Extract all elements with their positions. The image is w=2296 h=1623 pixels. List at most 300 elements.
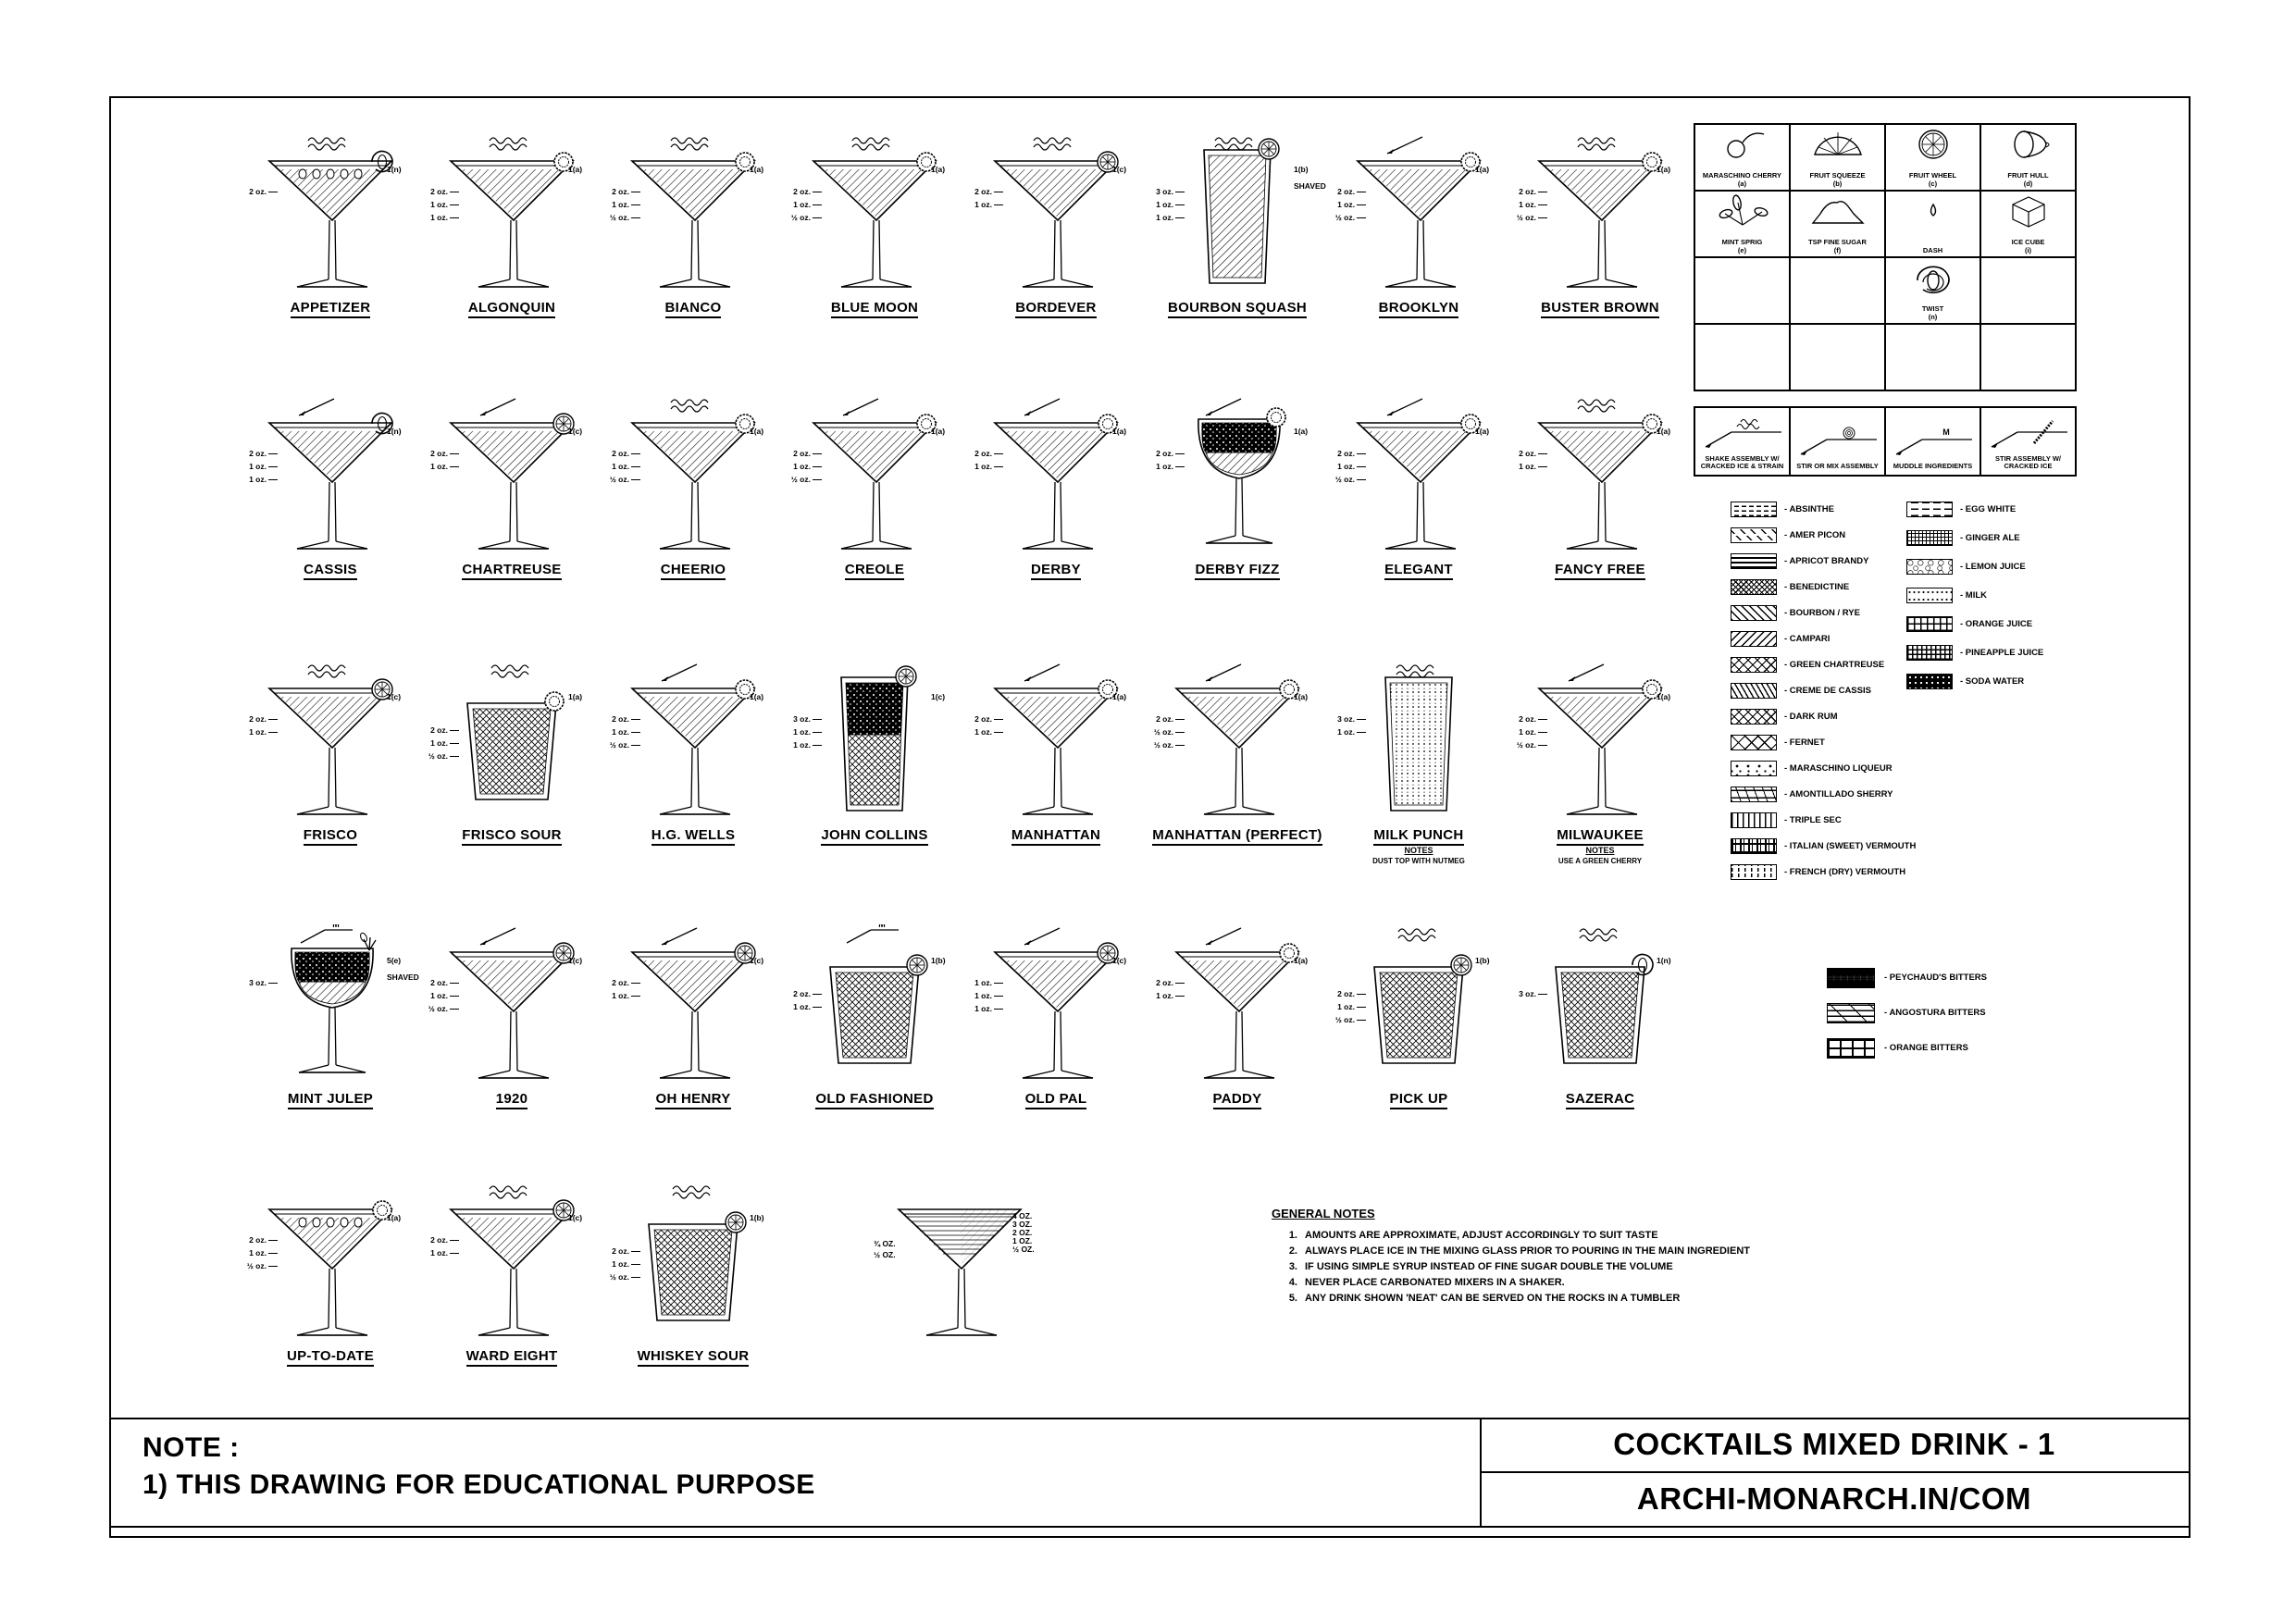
glass-drawing [256, 1182, 404, 1341]
garnish-callout: 1(a) [1294, 427, 1309, 436]
glass-figure [256, 395, 404, 559]
drink-name: MILWAUKEE [1512, 827, 1688, 843]
general-note-text: NEVER PLACE CARBONATED MIXERS IN A SHAKER. [1305, 1277, 1565, 1289]
legend-label: - GINGER ALE [1960, 533, 2020, 543]
amount-callout: 1 oz. [602, 991, 640, 1000]
assembly-shake-assembly-w-cracked-ice-strain [1694, 407, 1790, 476]
symbol-key-letter: (c) [1928, 180, 1938, 188]
glass-figure [1526, 133, 1674, 297]
cherry-icon [1695, 127, 1789, 162]
glass-drawing [1345, 924, 1493, 1084]
drink-bourbon-squash [1149, 133, 1325, 348]
legend-label: - CAMPARI [1784, 634, 1831, 644]
symbol-key-letter: (i) [2024, 246, 2032, 254]
amount-callout: 1 oz. [420, 200, 459, 209]
symbol-key-letter: (n) [1928, 313, 1938, 321]
legend-swatch [1731, 579, 1777, 595]
drink-john-collins [787, 661, 962, 875]
legend-swatch [1731, 631, 1777, 647]
glass-figure [1345, 133, 1493, 297]
glass-drawing [1163, 133, 1311, 292]
drink-frisco-sour [424, 661, 600, 875]
amount-callout: 2 oz. [964, 449, 1003, 458]
amount-callout: 2 oz. [239, 1235, 278, 1245]
glass-figure [982, 924, 1130, 1088]
amount-callout: 2 oz. [1146, 714, 1185, 724]
glass-drawing [1163, 395, 1311, 554]
amount-callout: 1 oz. [1327, 200, 1366, 209]
general-note-number: 5. [1288, 1293, 1297, 1305]
general-notes [1272, 1207, 1790, 1307]
glass-drawing [886, 1182, 1034, 1341]
drink-ward-eight [424, 1182, 600, 1396]
amount-callout: 1 oz. [1146, 991, 1185, 1000]
amount-callout: 1 oz. [964, 727, 1003, 737]
amount-callout: ½ oz. [239, 1261, 278, 1270]
symbol-empty-cell [1790, 257, 1885, 324]
drink-name: UP-TO-DATE [242, 1348, 418, 1364]
measure-label-right: 4 OZ. [1012, 1211, 1033, 1220]
amount-callout: 1 oz. [420, 991, 459, 1000]
symbol-empty-cell [1694, 324, 1790, 390]
drink-name: PICK UP [1331, 1091, 1507, 1107]
drink-name: DERBY [968, 562, 1144, 577]
symbol-label: MINT SPRIG [1721, 238, 1763, 247]
amount-callout: ½ oz. [602, 475, 640, 484]
assembly-stir-or-mix-assembly [1790, 407, 1885, 476]
drink-name: PADDY [1149, 1091, 1325, 1107]
garnish-callout: 1(a) [387, 1213, 402, 1222]
legend-swatch [1731, 553, 1777, 569]
drink-bianco [605, 133, 781, 348]
assembly-stir-assembly-w-cracked-ice [1980, 407, 2076, 476]
drink-creole [787, 395, 962, 610]
glass-figure [1345, 661, 1493, 824]
symbol-empty-cell [1694, 257, 1790, 324]
drink-name: OLD PAL [968, 1091, 1144, 1107]
legend-swatch [1731, 838, 1777, 854]
drink-whiskey-sour [605, 1182, 781, 1396]
drink-derby-fizz [1149, 395, 1325, 610]
legend-label: - PINEAPPLE JUICE [1960, 648, 2044, 658]
drink-cheerio [605, 395, 781, 610]
amount-callout: 2 oz. [420, 725, 459, 735]
drink-derby [968, 395, 1144, 610]
drink-milwaukee [1512, 661, 1688, 875]
assembly-label: MUDDLE INGREDIENTS [1893, 462, 1973, 471]
glass-drawing [1345, 661, 1493, 820]
svg-text:M: M [1942, 427, 1950, 438]
measure-label-right: 1 OZ. [1012, 1236, 1033, 1245]
amount-callout: 2 oz. [420, 187, 459, 196]
legend-label: - DARK RUM [1784, 712, 1838, 722]
glass-drawing [1163, 924, 1311, 1084]
general-note-item [1272, 1244, 1790, 1259]
legend-swatch [1827, 1003, 1875, 1023]
amount-callout: 2 oz. [602, 978, 640, 987]
measure-label-left: ¾ OZ. [874, 1239, 896, 1248]
drink-name: MILK PUNCH [1331, 827, 1507, 843]
drink-note-text: DUST TOP WITH NUTMEG [1372, 857, 1465, 865]
general-note-item [1272, 1275, 1790, 1291]
symbol-ice-cube [1980, 191, 2076, 257]
amount-callout: 1 oz. [964, 991, 1003, 1000]
amount-callout: 2 oz. [239, 714, 278, 724]
drink-chartreuse [424, 395, 600, 610]
symbol-fruit-hull [1980, 124, 2076, 191]
drink-name: OLD FASHIONED [787, 1091, 962, 1107]
legend-label: - BOURBON / RYE [1784, 608, 1860, 618]
garnish-callout: 1(c) [387, 692, 402, 701]
drink-brooklyn [1331, 133, 1507, 348]
glass-drawing [982, 133, 1130, 292]
measure-label-left: ½ OZ. [874, 1250, 896, 1259]
drink-oh-henry [605, 924, 781, 1139]
fruit-hull-icon [1981, 127, 2075, 162]
general-note-text: IF USING SIMPLE SYRUP INSTEAD OF FINE SUGAR DOUBLE THE VOLUME [1305, 1261, 1673, 1273]
legend-label: - ITALIAN (SWEET) VERMOUTH [1784, 841, 1917, 851]
garnish-callout: 1(b) [931, 956, 946, 965]
drink-name: BORDEVER [968, 300, 1144, 316]
amount-callout: 2 oz. [1327, 449, 1366, 458]
garnish-callout: 1(n) [387, 427, 402, 436]
glass-drawing [982, 395, 1130, 554]
drink-old-fashioned [787, 924, 962, 1139]
drink-name: CHARTREUSE [424, 562, 600, 577]
glass-drawing [619, 1182, 767, 1341]
glass-figure [256, 1182, 404, 1345]
symbol-empty-cell [1885, 324, 1980, 390]
general-note-item [1272, 1259, 1790, 1275]
amount-callout: 1 oz. [964, 1004, 1003, 1013]
glass-figure [619, 924, 767, 1088]
garnish-callout: 1(a) [568, 165, 583, 174]
garnish-callout: 1(a) [750, 427, 764, 436]
amount-callout: 1 oz. [602, 727, 640, 737]
amount-callout: 1 oz. [1146, 213, 1185, 222]
assembly-label: STIR ASSEMBLY W/ CRACKED ICE [1995, 453, 2061, 471]
legend-swatch [1731, 761, 1777, 776]
glass-figure [800, 924, 949, 1088]
glass-drawing [1526, 924, 1674, 1084]
legend-swatch [1731, 527, 1777, 543]
drink-old-pal [968, 924, 1144, 1139]
amount-callout: ½ oz. [1327, 1015, 1366, 1024]
glass-figure [982, 395, 1130, 559]
mint-sprig-icon [1695, 193, 1789, 229]
symbol-label: FRUIT WHEEL [1908, 171, 1957, 180]
amount-callout: 2 oz. [420, 1235, 459, 1245]
garnish-callout: 1(c) [931, 692, 946, 701]
amount-callout: 2 oz. [602, 449, 640, 458]
legend-label: - TRIPLE SEC [1784, 815, 1842, 825]
glass-drawing [1163, 661, 1311, 820]
legend-label: - CREME DE CASSIS [1784, 686, 1871, 696]
symbol-mint-sprig [1694, 191, 1790, 257]
glass-drawing [256, 395, 404, 554]
legend-swatch [1731, 709, 1777, 725]
legend-swatch [1827, 1038, 1875, 1059]
garnish-callout: 1(n) [1657, 956, 1671, 965]
amount-callout: 2 oz. [239, 449, 278, 458]
assembly-label: SHAKE ASSEMBLY W/ CRACKED ICE & STRAIN [1700, 453, 1784, 471]
drink-name: FRISCO SOUR [424, 827, 600, 843]
legend-label: - ORANGE JUICE [1960, 619, 2033, 629]
glass-figure [1163, 395, 1311, 559]
amount-callout: 3 oz. [783, 714, 822, 724]
glass-figure [1526, 924, 1674, 1088]
drink-note-title: NOTES [1585, 846, 1615, 855]
amount-callout: 2 oz. [1146, 978, 1185, 987]
glass-figure [438, 395, 586, 559]
amount-callout: 1 oz. [1508, 200, 1547, 209]
amount-callout: 1 oz. [964, 200, 1003, 209]
measure-label-right: ½ OZ. [1012, 1245, 1035, 1254]
amount-callout: ½ oz. [1146, 740, 1185, 750]
general-note-text: ALWAYS PLACE ICE IN THE MIXING GLASS PRIOR TO POURING IN THE MAIN INGREDIENT [1305, 1245, 1750, 1258]
symbol-key-letter: (d) [2023, 180, 2033, 188]
garnish-callout: 1(a) [931, 165, 946, 174]
legend-swatch [1731, 657, 1777, 673]
garnish-callout: 1(n) [387, 165, 402, 174]
glass-drawing [1526, 661, 1674, 820]
drink-name: FRISCO [242, 827, 418, 843]
drink-note-text: USE A GREEN CHERRY [1558, 857, 1643, 865]
garnish-callout: 1(a) [931, 427, 946, 436]
legend-swatch [1731, 605, 1777, 621]
glass-figure [800, 661, 949, 824]
drink-name: DERBY FIZZ [1149, 562, 1325, 577]
symbol-label: MARASCHINO CHERRY [1702, 171, 1782, 180]
legend-label: - APRICOT BRANDY [1784, 556, 1869, 566]
amount-callout: 1 oz. [1146, 200, 1185, 209]
amount-callout: 1 oz. [1508, 727, 1547, 737]
drink-name: SAZERAC [1512, 1091, 1688, 1107]
amount-callout: ½ oz. [420, 1004, 459, 1013]
twist-icon [1886, 260, 1980, 295]
dash-drop-icon [1886, 193, 1980, 229]
amount-callout: 1 oz. [602, 200, 640, 209]
amount-callout: ½ oz. [420, 751, 459, 761]
general-note-text: AMOUNTS ARE APPROXIMATE, ADJUST ACCORDINGLY TO SUIT TASTE [1305, 1230, 1658, 1241]
garnish-callout: 1(b) [1475, 956, 1490, 965]
drink-sazerac [1512, 924, 1688, 1139]
general-notes-title: GENERAL NOTES [1272, 1207, 1375, 1220]
glass-figure [619, 1182, 767, 1345]
amount-callout: 3 oz. [1327, 714, 1366, 724]
stir-rod-icon [1986, 419, 2071, 455]
amount-callout: 1 oz. [783, 727, 822, 737]
symbol-label: TWIST [1921, 304, 1944, 314]
garnish-callout: 1(a) [1657, 427, 1671, 436]
drink-appetizer [242, 133, 418, 348]
garnish-callout: 1(c) [1112, 165, 1127, 174]
glass-drawing [800, 133, 949, 292]
legend-label: - ORANGE BITTERS [1884, 1043, 1968, 1053]
amount-callout: 3 oz. [1146, 187, 1185, 196]
symbol-key-letter: (f) [1833, 246, 1842, 254]
drink-name: FANCY FREE [1512, 562, 1688, 577]
amount-callout: ½ oz. [1508, 213, 1547, 222]
strip-bottom-rule [111, 1526, 2189, 1528]
legend-swatch [1906, 616, 1953, 632]
legend-swatch [1906, 559, 1953, 575]
symbol-dash [1885, 191, 1980, 257]
legend-label: - FERNET [1784, 737, 1825, 748]
symbol-label: TSP FINE SUGAR [1808, 238, 1867, 247]
glass-drawing [800, 661, 949, 820]
amount-callout: 1 oz. [420, 738, 459, 748]
amount-callout: 1 oz. [1327, 462, 1366, 471]
drink-cassis [242, 395, 418, 610]
legend-swatch [1906, 530, 1953, 546]
glass-figure [800, 133, 949, 297]
glass-figure [438, 924, 586, 1088]
symbol-key-letter: (e) [1737, 246, 1747, 254]
legend-label: - ANGOSTURA BITTERS [1884, 1008, 1986, 1018]
amount-callout: 3 oz. [239, 978, 278, 987]
fruit-wheel-icon [1886, 127, 1980, 162]
amount-callout: ½ oz. [602, 213, 640, 222]
symbol-label: FRUIT SQUEEZE [1809, 171, 1866, 180]
amount-callout: 1 oz. [239, 462, 278, 471]
drink-name: WHISKEY SOUR [605, 1348, 781, 1364]
drink-name: ALGONQUIN [424, 300, 600, 316]
glass-drawing [619, 395, 767, 554]
glass-figure [256, 133, 404, 297]
fill-callout: SHAVED [1294, 181, 1326, 191]
amount-callout: ½ oz. [1508, 740, 1547, 750]
glass-figure [256, 924, 404, 1088]
legend-swatch [1731, 683, 1777, 699]
garnish-callout: 1(a) [1657, 692, 1671, 701]
garnish-callout: 1(a) [750, 165, 764, 174]
amount-callout: ½ oz. [783, 213, 822, 222]
drawing-sheet [109, 96, 2191, 1538]
drink-name: OH HENRY [605, 1091, 781, 1107]
glass-drawing [256, 924, 404, 1084]
amount-callout: 1 oz. [1327, 1002, 1366, 1011]
glass-drawing [619, 924, 767, 1084]
amount-callout: ½ oz. [602, 1272, 640, 1282]
legend-swatch [1731, 812, 1777, 828]
svg-text:M: M [878, 924, 886, 929]
legend-label: - BENEDICTINE [1784, 582, 1850, 592]
legend-label: - EGG WHITE [1960, 504, 2017, 514]
amount-callout: 2 oz. [783, 449, 822, 458]
garnish-callout: 1(a) [1294, 692, 1309, 701]
amount-callout: 1 oz. [420, 462, 459, 471]
symbol-fruit-wheel [1885, 124, 1980, 191]
glass-figure [800, 395, 949, 559]
drink-algonquin [424, 133, 600, 348]
glass-figure [982, 661, 1130, 824]
amount-callout: 1 oz. [783, 1002, 822, 1011]
amount-callout: ½ oz. [1327, 213, 1366, 222]
symbol-empty-cell [1790, 324, 1885, 390]
drink-elegant [1331, 395, 1507, 610]
glass-figure [1345, 924, 1493, 1088]
legend-swatch [1731, 787, 1777, 802]
drink-name: MANHATTAN [968, 827, 1144, 843]
amount-callout: 2 oz. [602, 187, 640, 196]
general-note-number: 2. [1288, 1245, 1297, 1258]
measure-label-right: 3 OZ. [1012, 1220, 1033, 1229]
amount-callout: 2 oz. [964, 714, 1003, 724]
legend-swatch [1906, 645, 1953, 661]
drink-note-title: NOTES [1404, 846, 1433, 855]
legend-label: - AMONTILLADO SHERRY [1784, 789, 1893, 799]
assembly-legend [1694, 406, 2077, 477]
drink-name: JOHN COLLINS [787, 827, 962, 843]
legend-label: - AMER PICON [1784, 530, 1846, 540]
glass-figure [886, 1182, 1034, 1345]
svg-text:M: M [332, 924, 340, 929]
glass-figure [982, 133, 1130, 297]
glass-drawing [1345, 395, 1493, 554]
glass-figure [1163, 661, 1311, 824]
glass-figure [619, 133, 767, 297]
drink-measure-reference [872, 1182, 1048, 1396]
muddle-icon [1891, 427, 1976, 463]
amount-callout: 1 oz. [239, 727, 278, 737]
general-notes-list [1272, 1228, 1790, 1307]
sugar-mound-icon [1791, 193, 1884, 229]
symbol-maraschino-cherry [1694, 124, 1790, 191]
amount-callout: 1 oz. [420, 213, 459, 222]
glass-drawing [1526, 395, 1674, 554]
drink-name: BLUE MOON [787, 300, 962, 316]
garnish-callout: 1(b) [1294, 165, 1309, 174]
drink-name: CHEERIO [605, 562, 781, 577]
legend-swatch [1827, 968, 1875, 988]
legend-label: - ABSINTHE [1784, 504, 1835, 514]
glass-drawing [256, 133, 404, 292]
assembly-label: STIR OR MIX ASSEMBLY [1796, 462, 1879, 471]
glass-drawing [982, 924, 1130, 1084]
glass-figure [1526, 661, 1674, 824]
drink-pick-up [1331, 924, 1507, 1139]
amount-callout: 1 oz. [1508, 462, 1547, 471]
legend-label: - LEMON JUICE [1960, 562, 2026, 572]
drink-blue-moon [787, 133, 962, 348]
drink-mint-julep [242, 924, 418, 1139]
symbol-label: FRUIT HULL [2007, 171, 2049, 180]
garnish-callout: 1(b) [750, 1213, 764, 1222]
general-note-item [1272, 1291, 1790, 1307]
symbol-key-letter: (b) [1832, 180, 1843, 188]
drink-name: BROOKLYN [1331, 300, 1507, 316]
garnish-callout: 1(a) [1475, 165, 1490, 174]
garnish-callout: 1(a) [1294, 956, 1309, 965]
glass-drawing [438, 924, 586, 1084]
amount-callout: 2 oz. [420, 978, 459, 987]
drink-manhattan-perfect [1149, 661, 1325, 875]
amount-callout: 2 oz. [1508, 714, 1547, 724]
garnish-callout: 1(c) [568, 1213, 583, 1222]
assembly-muddle-ingredients [1885, 407, 1980, 476]
symbol-empty-cell [1980, 257, 2076, 324]
amount-callout: 1 oz. [964, 978, 1003, 987]
amount-callout: 1 oz. [783, 462, 822, 471]
garnish-symbol-legend [1694, 123, 2077, 391]
drink-name: CREOLE [787, 562, 962, 577]
shake-squiggle-icon [1700, 419, 1785, 455]
garnish-callout: 1(c) [750, 956, 764, 965]
legend-label: - FRENCH (DRY) VERMOUTH [1784, 867, 1906, 877]
note-block-title: NOTE : [143, 1432, 240, 1463]
amount-callout: 2 oz. [602, 1246, 640, 1256]
